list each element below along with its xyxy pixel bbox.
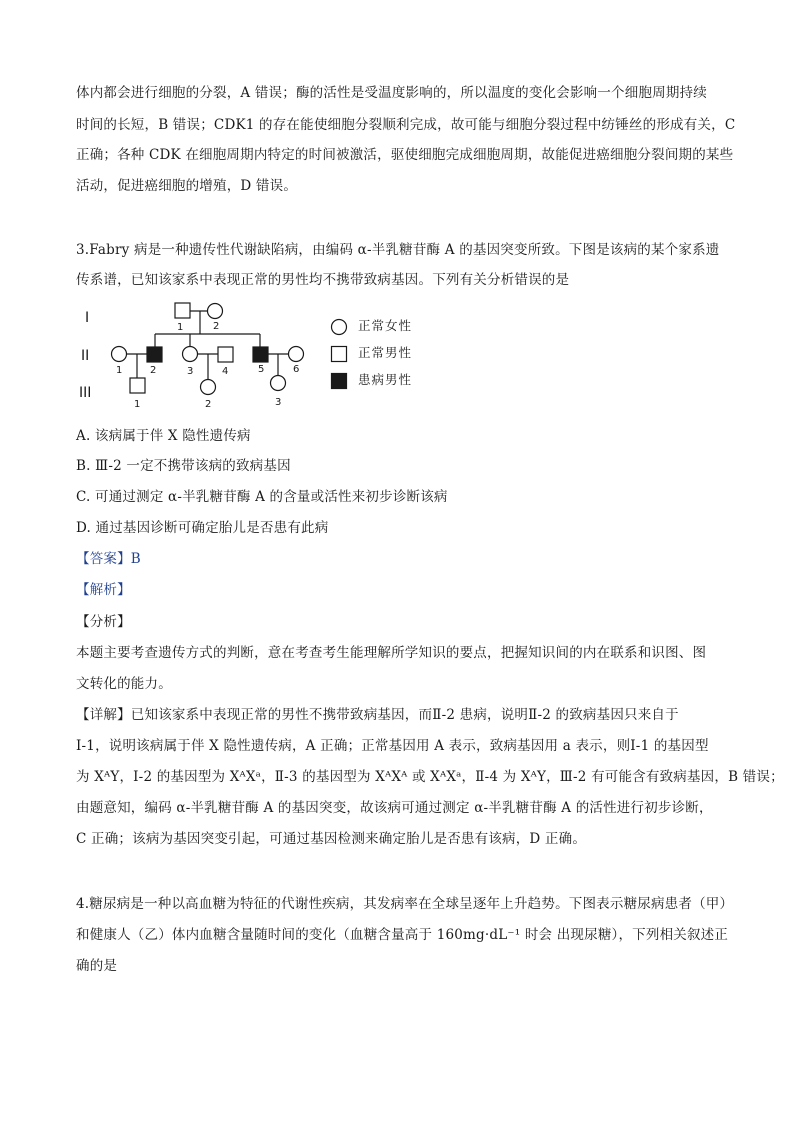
q4-stem-line: 确的是 [76,958,118,974]
pedigree-I2-female-normal [208,304,223,319]
pedigree-II6-female-normal [289,347,304,362]
intro-line: 时间的长短，B 错误；CDK1 的存在能使细胞分裂顺利完成，故可能与细胞分裂过程中纺锤丝的形成有关，C [76,117,736,133]
pedigree-III2-female-normal [201,380,216,395]
fenxi-line: 本题主要考查遗传方式的判断，意在考查考生能理解所学知识的要点，把握知识间的内在联系和识图、图 [76,645,707,661]
square-outline-icon [330,345,348,363]
q4-stem-line: 4.糖尿病是一种以高血糖为特征的代谢性疾病，其发病率在全球呈逐年上升趋势。下图表示糖尿病患者（甲） [76,896,734,912]
pedigree-legend [330,310,470,390]
pedigree-II5-male-affected [253,347,268,362]
label-I2: 2 [213,321,220,332]
label-III3: 3 [275,397,282,408]
detail-line: C 正确；该病为基因突变引起，可通过基因检测来确定胎儿是否患有该病，D 正确。 [76,831,587,847]
label-III2: 2 [205,399,212,410]
fenxi-label: 【分析】 [76,614,131,630]
detail-line: 由题意知，编码 α-半乳糖苷酶 A 的基因突变，故该病可通过测定 α-半乳糖苷酶 A 的活性进行初步诊断， [76,800,713,816]
generation-label-I: I [85,310,90,326]
label-II3: 3 [187,366,194,377]
label-II1: 1 [116,365,123,376]
label-II2: 2 [150,365,157,376]
square-filled-icon [330,372,348,390]
q3-option-b: B. Ⅲ-2 一定不携带该病的致病基因 [76,458,291,474]
label-II4: 4 [222,366,229,377]
pedigree-II3-female-normal [183,347,198,362]
label-II5: 5 [258,364,265,375]
generation-label-II: II [81,348,90,364]
pedigree-III1-male-normal [130,378,145,393]
q3-option-d: D. 通过基因诊断可确定胎儿是否患有此病 [76,520,329,536]
analysis-label: 【解析】 [76,582,131,598]
circle-outline-icon [330,318,348,336]
intro-line: 体内都会进行细胞的分裂，A 错误；酶的活性是受温度影响的，所以温度的变化会影响一个细胞周期持续 [76,85,707,101]
pedigree-II4-male-normal [218,347,233,362]
intro-line: 活动，促进癌细胞的增殖，D 错误。 [76,178,298,194]
generation-label-III: III [79,385,92,401]
detail-line: Ⅰ-1，说明该病属于伴 X 隐性遗传病，A 正确；正常基因用 A 表示，致病基因用 a 表示，则Ⅰ-1 的基因型 [76,738,709,754]
q3-option-a: A. 该病属于伴 X 隐性遗传病 [76,428,251,444]
label-III1: 1 [134,399,141,410]
q3-option-c: C. 可通过测定 α-半乳糖苷酶 A 的含量或活性来初步诊断该病 [76,489,448,505]
detail-line: 为 XᴬY，Ⅰ-2 的基因型为 XᴬXᵃ，Ⅱ-3 的基因型为 XᴬXᴬ 或 XᴬXᵃ，Ⅱ-4 为 XᴬY，Ⅲ-2 有可能含有致病基因，B 错误； [76,769,784,785]
q3-stem-line: 3.Fabry 病是一种遗传性代谢缺陷病，由编码 α-半乳糖苷酶 A 的基因突变所致。下图是该病的某个家系遗 [76,242,720,258]
detail-line: 【详解】已知该家系中表现正常的男性不携带致病基因，而Ⅱ-2 患病，说明Ⅱ-2 的致病基因只来自于 [76,707,679,723]
legend-normal-male [330,343,470,363]
intro-line: 正确；各种 CDK 在细胞周期内特定的时间被激活，驱使细胞完成细胞周期，故能促进癌细胞分裂间期的某些 [76,147,734,163]
pedigree-I1-male-normal [175,303,190,318]
q4-stem-line: 和健康人（乙）体内血糖含量随时间的变化（血糖含量高于 160mg·dL⁻¹ 时会 出现尿糖），下列相关叙述正 [76,927,729,943]
legend-label: 正常男性 [358,345,413,360]
answer-label: 【答案】B [76,551,141,567]
fenxi-line: 文转化的能力。 [76,676,172,692]
legend-label: 患病男性 [358,372,413,387]
legend-affected-male [330,370,470,390]
pedigree-II1-female-normal [112,347,127,362]
legend-normal-female [330,316,470,336]
pedigree-II2-male-affected [147,347,162,362]
legend-label: 正常女性 [358,318,413,333]
pedigree-III3-female-normal [271,376,286,391]
label-I1: 1 [177,322,184,333]
label-II6: 6 [293,364,300,375]
q3-stem-line: 传系谱，已知该家系中表现正常的男性均不携带致病基因。下列有关分析错误的是 [76,272,570,288]
